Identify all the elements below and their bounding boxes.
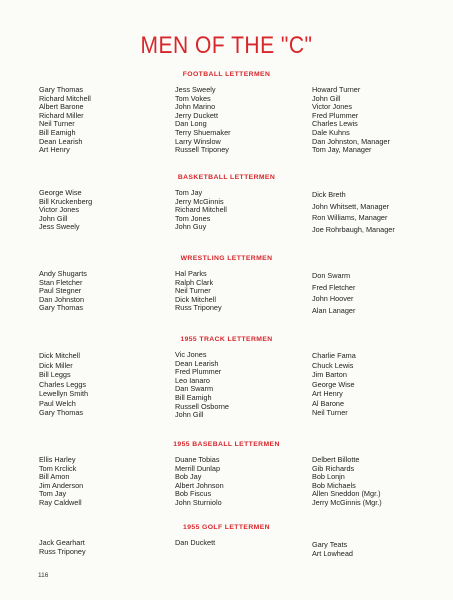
roster-name: Richard Miller xyxy=(39,110,84,120)
roster-name: Gary Thomas xyxy=(39,85,84,94)
roster-column-3 xyxy=(312,456,382,508)
roster-name: Stan Fletcher xyxy=(39,277,83,287)
roster-name: Jerry McGinnis (Mgr.) xyxy=(312,497,382,507)
roster-name: Richard Mitchell xyxy=(39,93,91,103)
roster-name: Jess Sweely xyxy=(39,222,80,232)
roster-name: Victor Jones xyxy=(312,102,353,112)
roster-name: George Wise xyxy=(312,379,355,389)
roster-column-2 xyxy=(175,456,224,508)
roster-name: Vic Jones xyxy=(175,350,207,359)
roster-column-2 xyxy=(175,189,227,232)
roster-name: Charles Lewis xyxy=(312,119,358,129)
roster-name: John Gill xyxy=(312,93,341,103)
roster-name: John Whitsett, Manager xyxy=(312,201,390,211)
roster-name: Dick Miller xyxy=(39,360,73,370)
roster-name: Larry Winslow xyxy=(175,136,221,146)
roster-column-1 xyxy=(39,456,83,508)
roster-name: Russ Triponey xyxy=(175,303,222,313)
roster-name: George Wise xyxy=(39,188,82,197)
roster-name: John Marino xyxy=(175,102,216,112)
section-heading: WRESTLING LETTERMEN xyxy=(180,255,273,262)
roster-name: Tom Jay xyxy=(39,489,67,499)
roster-name: Dean Learish xyxy=(175,358,219,368)
roster-column-3 xyxy=(312,86,390,155)
roster-name: Jack Gearhart xyxy=(39,538,85,547)
roster-name: Dan Swarm xyxy=(175,384,214,394)
roster-name: Dick Mitchell xyxy=(39,351,80,360)
roster-name: Art Lowhead xyxy=(312,548,353,558)
roster-name: Ellis Harley xyxy=(39,455,76,464)
roster-name: Neil Turner xyxy=(39,119,75,129)
roster-name: Russ Triponey xyxy=(39,546,86,556)
roster-name: Bill Eamigh xyxy=(175,392,212,402)
roster-name: Gary Thomas xyxy=(39,303,84,313)
section-heading: 1955 TRACK LETTERMEN xyxy=(180,336,273,343)
roster-name: Al Barone xyxy=(312,398,345,408)
roster-name: John Sturniolo xyxy=(175,497,222,507)
roster-name: Ray Caldwell xyxy=(39,497,82,507)
roster-name: Gib Richards xyxy=(312,463,355,473)
roster-name: Gary Teats xyxy=(312,540,348,549)
roster-name: Dan Long xyxy=(175,119,207,129)
roster-name: John Gill xyxy=(175,410,204,420)
roster-name: Terry Shuemaker xyxy=(175,127,231,137)
section-heading: 1955 BASEBALL LETTERMEN xyxy=(173,441,280,448)
roster-name: Paul Welch xyxy=(39,398,76,408)
roster-name: Dan Johnston, Manager xyxy=(312,136,390,146)
roster-name: Charles Leggs xyxy=(39,379,87,389)
roster-name: Art Henry xyxy=(39,145,70,155)
roster-name: Paul Stegner xyxy=(39,286,82,296)
roster-column-1 xyxy=(39,539,86,556)
roster-name: Delbert Billotte xyxy=(312,455,360,464)
roster-name: Howard Turner xyxy=(312,85,361,94)
roster-name: Russell Osborne xyxy=(175,401,229,411)
roster-name: John Gill xyxy=(39,213,68,223)
roster-name: Neil Turner xyxy=(312,408,348,417)
roster-name: Victor Jones xyxy=(39,205,80,215)
roster-name: Duane Tobias xyxy=(175,455,220,464)
roster-name: Bill Leggs xyxy=(39,370,71,379)
roster-name: Jerry McGinnis xyxy=(175,196,224,206)
roster-name: Bob Fiscus xyxy=(175,489,212,499)
roster-name: Jim Barton xyxy=(312,370,347,379)
roster-column-1 xyxy=(39,86,91,155)
roster-name: John Hoover xyxy=(312,294,354,303)
roster-name: Albert Johnson xyxy=(175,480,224,490)
roster-column-1 xyxy=(39,189,92,232)
roster-name: Dean Learish xyxy=(39,136,83,146)
roster-name: Dale Kuhns xyxy=(312,127,350,137)
roster-name: Hal Parks xyxy=(175,269,207,278)
page-title: MEN OF THE "C" xyxy=(140,32,313,59)
roster-name: Chuck Lewis xyxy=(312,360,354,370)
roster-name: Merrill Dunlap xyxy=(175,463,221,473)
roster-name: Dick Breth xyxy=(312,190,346,199)
roster-column-3 xyxy=(312,541,353,558)
roster-column-3 xyxy=(312,189,395,235)
roster-column-2 xyxy=(175,539,215,548)
section-heading: 1955 GOLF LETTERMEN xyxy=(183,524,270,531)
roster-name: Bob Jay xyxy=(175,472,202,482)
roster-name: Ron Williams, Manager xyxy=(312,213,388,222)
roster-column-1 xyxy=(39,351,88,418)
roster-name: Lewellyn Smith xyxy=(39,389,89,398)
roster-name: Gary Thomas xyxy=(39,408,84,417)
roster-column-2 xyxy=(175,86,231,155)
roster-column-2 xyxy=(175,270,222,313)
roster-name: Jess Sweely xyxy=(175,85,216,94)
roster-name: Bob Lonjn xyxy=(312,472,345,482)
roster-name: Fred Fletcher xyxy=(312,282,356,292)
roster-name: Bill Amon xyxy=(39,472,70,482)
roster-name: Tom Krclick xyxy=(39,463,77,473)
roster-name: Andy Shugarts xyxy=(39,269,87,278)
roster-name: Fred Plummer xyxy=(312,110,359,120)
roster-name: Allen Sneddon (Mgr.) xyxy=(312,489,381,499)
roster-name: Russell Triponey xyxy=(175,145,229,155)
roster-name: Dick Mitchell xyxy=(175,294,216,304)
roster-name: Alan Lanager xyxy=(312,305,356,315)
roster-name: Fred Plummer xyxy=(175,367,222,377)
roster-name: Bill Kruckenberg xyxy=(39,196,93,206)
roster-name: Tom Jay xyxy=(175,188,203,197)
roster-name: Bill Eamigh xyxy=(39,127,76,137)
roster-name: Dan Johnston xyxy=(39,294,85,304)
roster-name: Bob Michaels xyxy=(312,480,356,490)
roster-name: Tom Jay, Manager xyxy=(312,145,372,155)
roster-name: Joe Rohrbaugh, Manager xyxy=(312,224,395,234)
section-heading: BASKETBALL LETTERMEN xyxy=(177,174,276,181)
roster-name: Jerry Duckett xyxy=(175,110,218,120)
page-number: 116 xyxy=(38,572,49,579)
roster-name: Ralph Clark xyxy=(175,277,214,287)
section-heading: FOOTBALL LETTERMEN xyxy=(182,71,271,78)
roster-name: Art Henry xyxy=(312,389,343,398)
roster-name: Leo Ianaro xyxy=(175,375,210,385)
roster-name: Richard Mitchell xyxy=(175,205,227,215)
roster-name: Tom Vokes xyxy=(175,93,211,103)
roster-column-3 xyxy=(312,351,356,418)
roster-name: Neil Turner xyxy=(175,286,211,296)
roster-column-2 xyxy=(175,351,229,420)
roster-name: Charlie Fama xyxy=(312,351,356,360)
roster-column-1 xyxy=(39,270,87,313)
roster-name: Don Swarm xyxy=(312,271,351,280)
roster-name: Dan Duckett xyxy=(175,538,216,547)
roster-name: Jim Anderson xyxy=(39,480,84,490)
roster-name: John Guy xyxy=(175,222,207,232)
roster-column-3 xyxy=(312,270,355,316)
roster-name: Albert Barone xyxy=(39,102,84,112)
roster-name: Tom Jones xyxy=(175,213,211,223)
